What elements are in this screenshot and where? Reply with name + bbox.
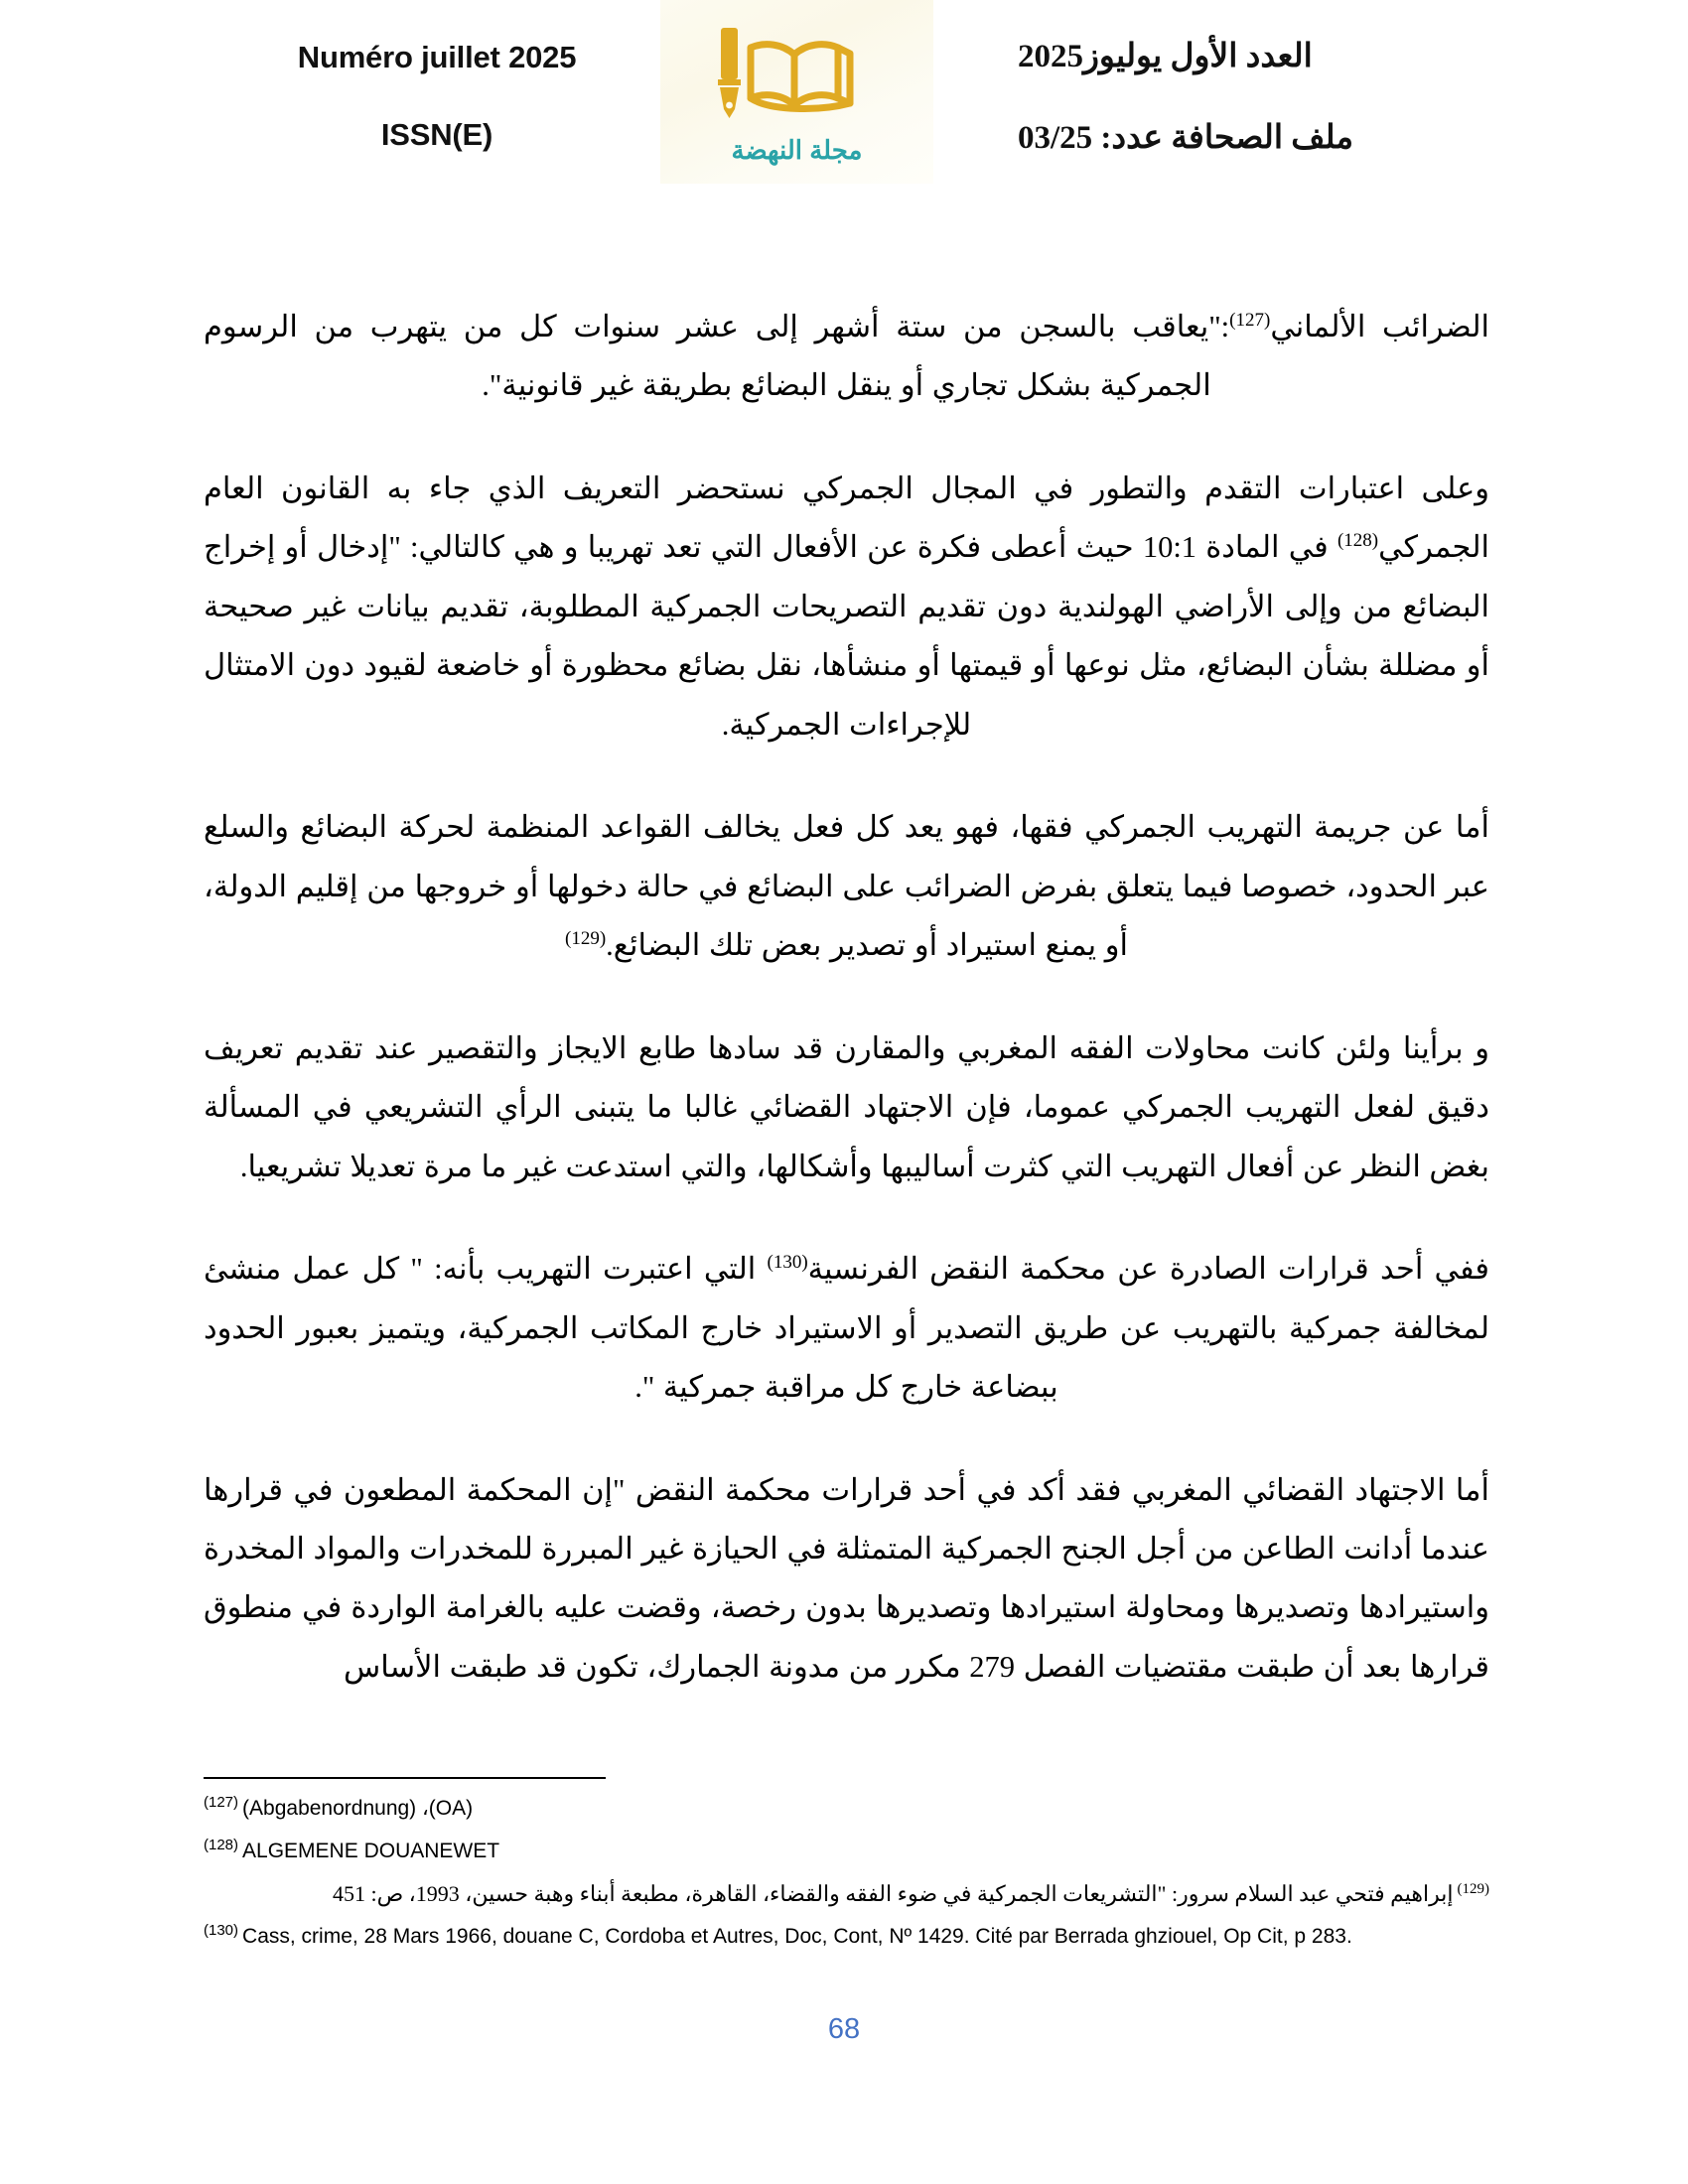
footnote-127-number: (127)	[204, 1794, 239, 1811]
logo-wordmark: مجلة النهضة	[731, 135, 863, 165]
paragraph-2-text-lead: وعلى اعتبارات التقدم والتطور في المجال الجمركي نستحضر التعريف الذي جاء به القانون العام الجمركي	[204, 471, 1489, 565]
footnote-130-number: (130)	[204, 1922, 239, 1940]
paragraph-4	[204, 1020, 1489, 1196]
footnote-ref-128[interactable]: (128)	[1336, 530, 1379, 552]
footnote-127-text: (Abgabenordnung) ،(OA)	[242, 1797, 474, 1820]
header-left-block	[228, 40, 645, 153]
footnote-128-text: ALGEMENE DOUANEWET	[242, 1839, 500, 1862]
paragraph-1-text-lead: الضرائب الألماني	[1270, 310, 1489, 343]
paragraph-6	[204, 1461, 1489, 1698]
header-press-file-number: ملف الصحافة عدد: 03/25	[1018, 120, 1354, 156]
footnote-ref-130[interactable]: (130)	[767, 1251, 808, 1273]
footnote-129	[204, 1877, 1489, 1911]
paragraph-3-text-lead: أما عن جريمة التهريب الجمركي فقها، فهو يعد كل فعل يخالف القواعد المنظمة لحركة البضائع والسلع عبر الحدود، خصوصا فيما يتعلق بفرض الضرائب على البضائع في حالة دخولها أو خروجها من إقليم الدولة، أو يمنع استيراد أو تصدير بعض تلك البضائع.	[204, 810, 1489, 963]
header-right-block	[1018, 36, 1475, 157]
header-issue-arabic: العدد الأول يوليوز2025	[1018, 39, 1313, 74]
paragraph-1	[204, 298, 1489, 416]
footnote-130	[204, 1921, 1489, 1954]
footnote-128	[204, 1836, 1489, 1868]
footnote-ref-127[interactable]: (127)	[1229, 309, 1271, 331]
paragraph-5	[204, 1240, 1489, 1417]
paragraph-4-text-lead: و برأينا ولئن كانت محاولات الفقه المغربي والمقارن قد سادها طابع الايجاز والتقصير عند تقديم تعريف دقيق لفعل التهريب الجمركي عموما، فإن الاجتهاد القضائي غالبا ما يتبنى الرأي التشريعي في المسألة بغض النظر عن أفعال التهريب التي كثرت أساليبها وأشكالها، والتي استدعت غير ما مرة تعديلا تشريعيا.	[204, 1030, 1489, 1183]
paragraph-3	[204, 798, 1489, 975]
paragraph-1-text-tail: :"يعاقب بالسجن من ستة أشهر إلى عشر سنوات كل من يتهرب من الرسوم الجمركية بشكل تجاري أو ينقل البضائع بطريقة غير قانونية".	[204, 310, 1230, 403]
document-body	[204, 298, 1489, 1740]
footnote-128-number: (128)	[204, 1836, 239, 1853]
page-number: 68	[827, 2013, 861, 2045]
footnote-129-number: (129)	[1457, 1880, 1489, 1897]
footnote-127	[204, 1793, 1489, 1826]
footnote-129-text: إبراهيم فتحي عبد السلام سرور: "التشريعات الجمركية في ضوء الفقه والقضاء، القاهرة، مطبعة أبناء وهبة حسين، 1993، ص: 451	[332, 1881, 1454, 1907]
paragraph-5-text-lead: ففي أحد قرارات الصادرة عن محكمة النقض الفرنسية	[807, 1252, 1489, 1287]
paragraph-2-text-tail: في المادة 10:1 حيث أعطى فكرة عن الأفعال التي تعد تهريبا و هي كالتالي: "إدخال أو إخراج البضائع من وإلى الأراضي الهولندية دون تقديم التصريحات الجمركية المطلوبة، تقديم بيانات غير صحيحة أو مضللة بشأن البضائع، مثل نوعها أو قيمتها أو منشأها، نقل بضائع محظورة أو خاضعة لقيود دون الامتثال للإجراءات الجمركية.	[204, 530, 1489, 742]
footnote-ref-129[interactable]: (129)	[565, 928, 607, 950]
page-header	[0, 0, 1688, 248]
header-issn-label: ISSN(E)	[380, 117, 493, 152]
footnote-130-text: Cass, crime, 28 Mars 1966, douane C, Cordoba et Autres, Doc, Cont, Nº 1429. Cité par Berrada ghziouel, Op Cit, p 283.	[242, 1925, 1352, 1949]
footnotes-section	[204, 1777, 1489, 1964]
footnote-separator-rule	[204, 1777, 606, 1779]
header-issue-french: Numéro juillet 2025	[297, 40, 577, 74]
book-and-pen-icon	[703, 22, 892, 131]
journal-logo	[660, 0, 933, 184]
paragraph-6-text-lead: أما الاجتهاد القضائي المغربي فقد أكد في أحد قرارات محكمة النقض "إن المحكمة المطعون في قرارها عندما أدانت الطاعن من أجل الجنح الجمركية المتمثلة في الحيازة غير المبررة للمخدرات والمواد المخدرة واستيرادها وتصديرها ومحاولة استيرادها وتصديرها بدون رخصة، وقضت عليه بالغرامة الواردة في منطوق قرارها بعد أن طبقت مقتضيات الفصل 279 مكرر من مدونة الجمارك، تكون قد طبقت الأساس	[204, 1472, 1489, 1684]
paragraph-5-text-tail: التي اعتبرت التهريب بأنه: " كل عمل منشئ لمخالفة جمركية بالتهريب عن طريق التصدير أو الاستيراد خارج المكاتب الجمركية، ويتميز بعبور الحدود ببضاعة خارج كل مراقبة جمركية ".	[204, 1252, 1489, 1405]
paragraph-2	[204, 460, 1489, 754]
